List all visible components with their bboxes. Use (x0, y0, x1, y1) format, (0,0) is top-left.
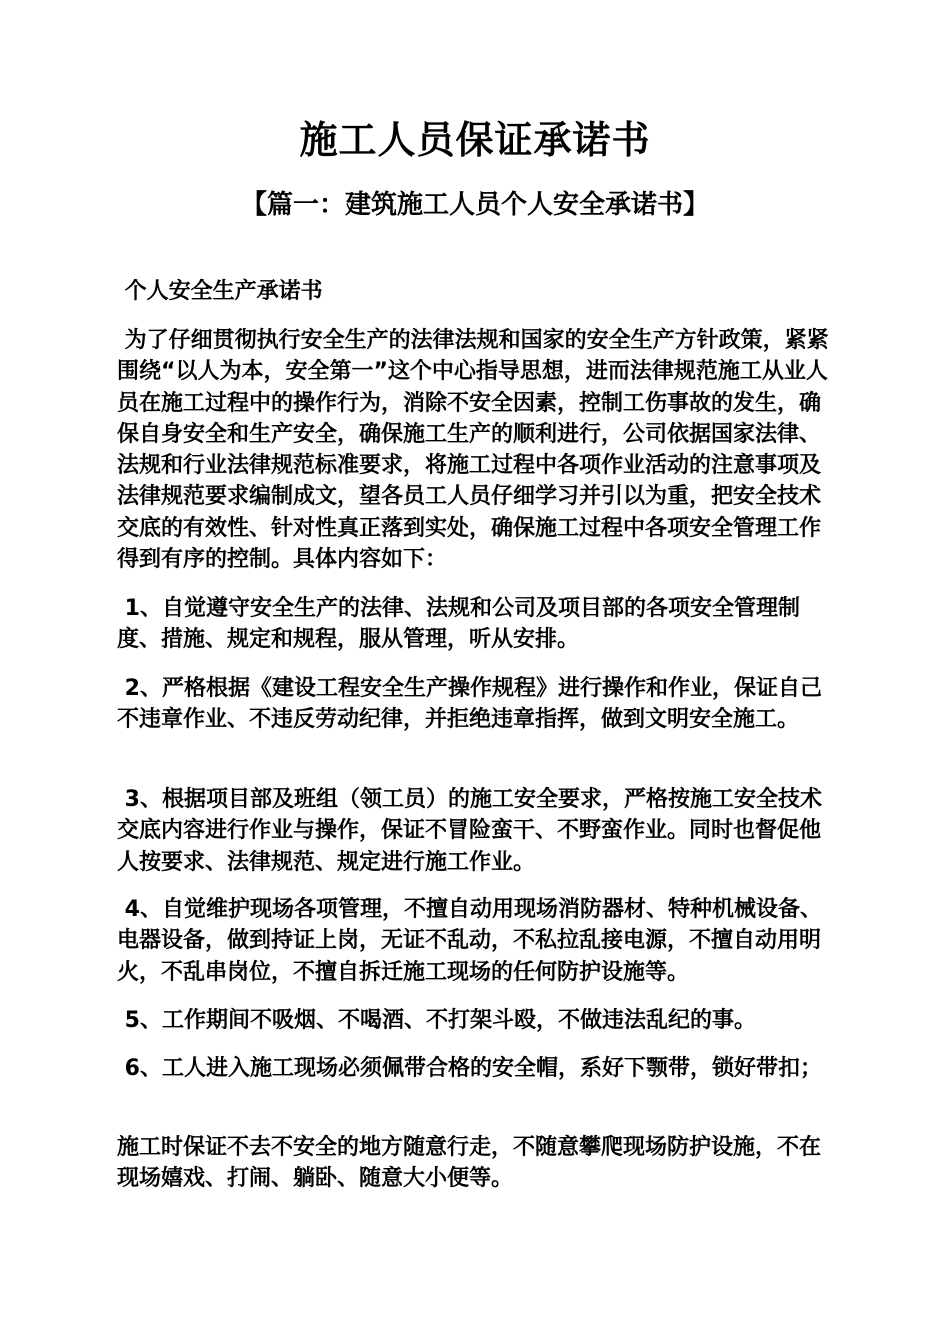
list-item: 1、自觉遵守安全生产的法律、法规和公司及项目部的各项安全管理制度、措施、规定和规程，服从管理，听从安排。 (117, 596, 800, 653)
document-title: 施工人员保证承诺书 (299, 118, 651, 162)
document-subtitle: 【篇一：建筑施工人员个人安全承诺书】 (240, 190, 709, 220)
list-item: 3、根据项目部及班组（领工员）的施工安全要求，严格按施工安全技术交底内容进行作业与操作，保证不冒险蛮干、不野蛮作业。同时也督促他人按要求、法律规范、规定进行施工作业。 (117, 787, 822, 875)
intro-paragraph: 为了仔细贯彻执行安全生产的法律法规和国家的安全生产方针政策，紧紧围绕“以人为本，安全第一”这个中心指导思想，进而法律规范施工从业人员在施工过程中的操作行为，消除不安全因素，控制工伤事故的发生，确保自身安全和生产安全，确保施工生产的顺利进行，公司依据国家法律、法规和行业法律规范标准要求，将施工过程中各项作业活动的注意事项及法律规范要求编制成文，望各员工人员仔细学习并引以为重，把安全技术交底的有效性、针对性真正落到实处，确保施工过程中各项安全管理工作得到有序的控制。具体内容如下： (117, 328, 829, 573)
list-item: 2、严格根据《建设工程安全生产操作规程》进行操作和作业，保证自己不违章作业、不违反劳动纪律，并拒绝违章指挥，做到文明安全施工。 (117, 676, 822, 733)
section-heading: 个人安全生产承诺书 (117, 279, 323, 304)
list-item: 5、工作期间不吸烟、不喝酒、不打架斗殴，不做违法乱纪的事。 (117, 1008, 756, 1033)
list-item: 4、自觉维护现场各项管理，不擅自动用现场消防器材、特种机械设备、电器设备，做到持证上岗，无证不乱动，不私拉乱接电源，不擅自动用明火，不乱串岗位，不擅自拆迁施工现场的任何防护设施等。 (117, 897, 822, 985)
list-item: 施工时保证不去不安全的地方随意行走，不随意攀爬现场防护设施，不在现场嬉戏、打闹、躺卧、随意大小便等。 (117, 1135, 822, 1192)
list-item: 6、工人进入施工现场必须佩带合格的安全帽，系好下颚带，锁好带扣； (117, 1056, 822, 1081)
